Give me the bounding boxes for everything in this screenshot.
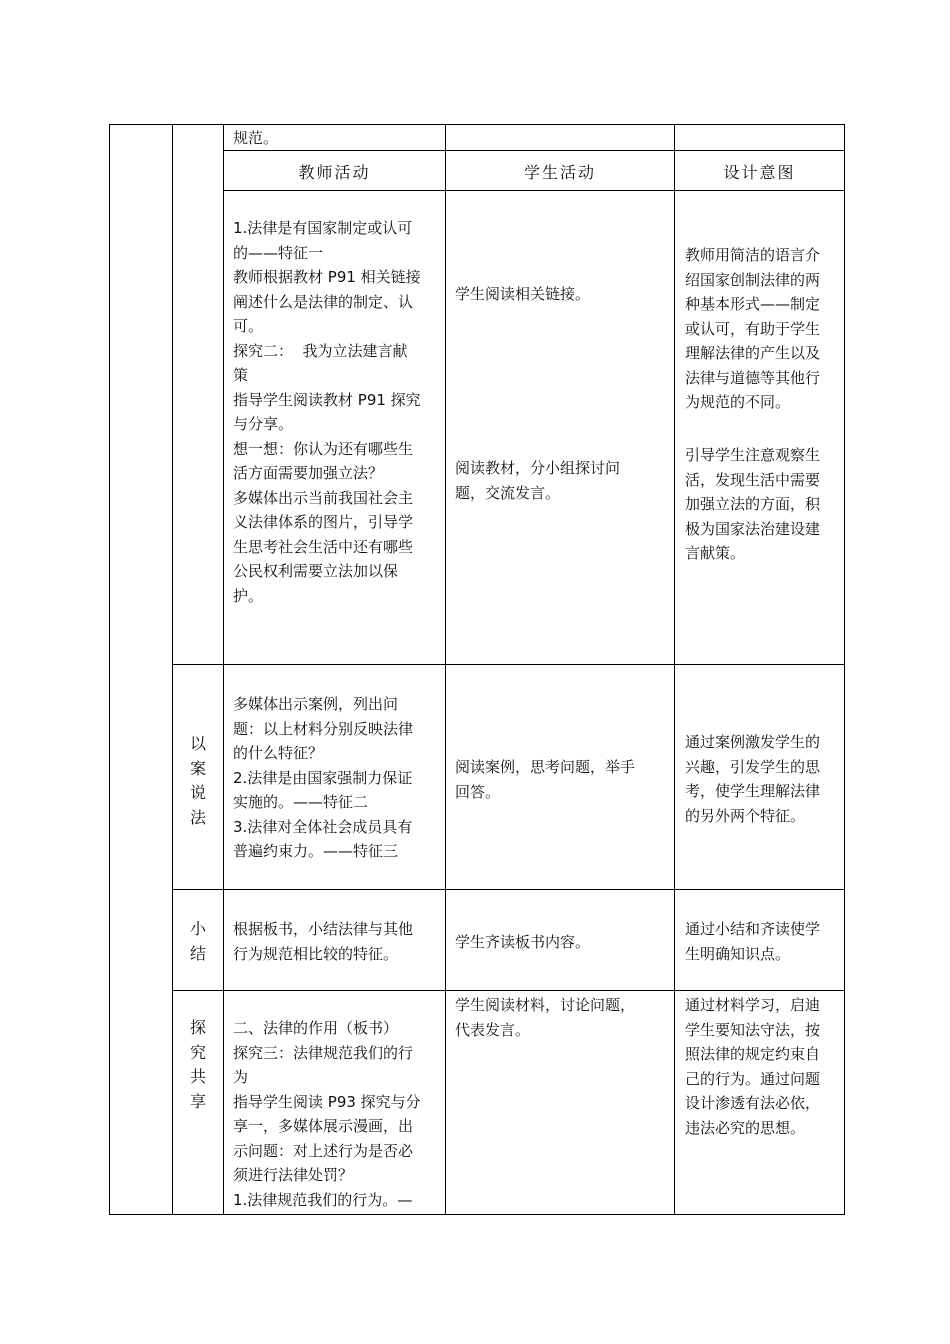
- row3-student-text: 学生齐读板书内容。: [455, 933, 591, 951]
- row4-student-text: 学生阅读材料，讨论问题， 代表发言。: [455, 996, 636, 1039]
- carryover-text: 规范。: [233, 129, 279, 147]
- row1-student-text-2: 阅读教材，分小组探讨问 题，交流发言。: [455, 459, 621, 502]
- header-design-intent: 设计意图: [723, 163, 796, 182]
- row2-student-text: 阅读案例，思考问题，举手 回答。: [455, 758, 636, 801]
- row3-intent-text: 通过小结和齐读使学 生明确知识点。: [685, 920, 821, 963]
- row2-teacher-text: 多媒体出示案例，列出问 题：以上材料分别反映法律 的什么特征？ 2.法律是由国家强制力保证 实施的。——特征二 3.法律对全体社会成员具有 普遍约束力。——特征三: [233, 695, 414, 860]
- header-teacher-activity: 教师活动: [298, 163, 371, 182]
- row2-stage-label: 以 案 说 法: [189, 734, 206, 827]
- row3-stage-label: 小 结: [189, 919, 206, 963]
- row4-teacher-text: 二、法律的作用（板书） 探究三：法律规范我们的行 为 指导学生阅读 P93 探究与分 享一，多媒体展示漫画，出 示问题：对上述行为是否必 须进行法律处罚？ 1.法律规范我们的行为。—: [233, 1019, 421, 1209]
- header-student-activity: 学生活动: [523, 163, 596, 182]
- row3-teacher-text: 根据板书，小结法律与其他 行为规范相比较的特征。: [233, 920, 414, 963]
- row4-intent-text: 通过材料学习，启迪 学生要知法守法，按 照法律的规定约束自 己的行为。通过问题 设计渗透有法必依， 违法必究的思想。: [685, 996, 821, 1137]
- row2-intent-text: 通过案例激发学生的 兴趣，引发学生的思 考，使学生理解法律 的另外两个特征。: [685, 733, 821, 825]
- row1-teacher-text: 1.法律是有国家制定或认可 的——特征一 教师根据教材 P91 相关链接 阐述什么是法律的制定、认 可。 探究二： 我为立法建言献 策 指导学生阅读教材 P91 探究 与分享。 想一想：你认为还有哪些生 活方面需要加强立法？ 多媒体出示当前我国社会主 义法律体系的图片，引导学 生思考社会生活中还有哪些 公民权利需要立法加以保 护。: [233, 219, 421, 605]
- row1-student-text-1: 学生阅读相关链接。: [455, 285, 591, 303]
- row4-stage-label: 探 究 共 享: [189, 1018, 206, 1111]
- row1-intent-text-1: 教师用简洁的语言介 绍国家创制法律的两 种基本形式——制定 或认可，有助于学生 理解法律的产生以及 法律与道德等其他行 为规范的不同。: [685, 246, 821, 411]
- row1-intent-text-2: 引导学生注意观察生 活，发现生活中需要 加强立法的方面，积 极为国家法治建设建 言献策。: [685, 446, 821, 562]
